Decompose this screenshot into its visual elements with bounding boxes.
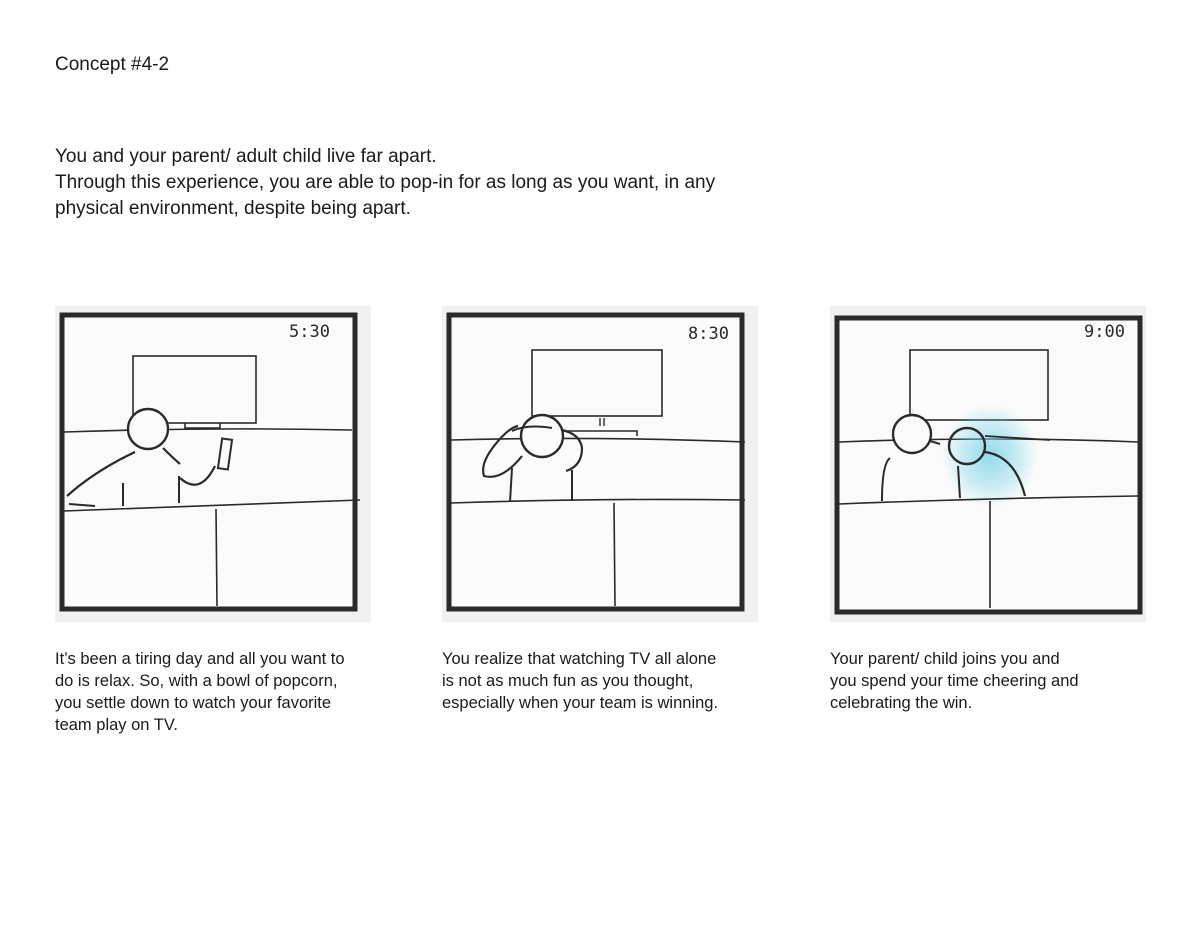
storyboard-panel-2 [442, 306, 758, 622]
caption-line: You realize that watching TV all alone [442, 650, 717, 668]
panel-2-sketch [442, 306, 758, 622]
panel-2-caption [442, 648, 772, 714]
caption-line: do is relax. So, with a bowl of popcorn, [55, 672, 338, 690]
panel-border [449, 315, 742, 609]
intro-line: physical environment, despite being apart. [55, 198, 411, 219]
intro-line: Through this experience, you are able to pop-in for as long as you want, in any [55, 172, 716, 193]
panel-1-sketch [55, 306, 371, 622]
clock-time: 9:00 [1084, 322, 1125, 342]
panel-3-caption [830, 648, 1160, 714]
person-sketch [893, 415, 931, 453]
panel-1-caption [55, 648, 385, 736]
intro-line: You and your parent/ adult child live far apart. [55, 146, 437, 167]
caption-line: celebrating the win. [830, 694, 973, 712]
caption-line: especially when your team is winning. [442, 694, 719, 712]
caption-line: It’s been a tiring day and all you want to [55, 650, 345, 668]
caption-line: team play on TV. [55, 716, 178, 734]
storyboard-panel-3 [830, 306, 1146, 622]
person-sketch [521, 415, 563, 457]
panel-border [62, 315, 355, 609]
person-sketch [128, 409, 168, 449]
panel-3-sketch [830, 306, 1146, 622]
caption-line: you settle down to watch your favorite [55, 694, 332, 712]
caption-line: Your parent/ child joins you and [830, 650, 1060, 668]
caption-line: is not as much fun as you thought, [442, 672, 694, 690]
clock-time: 5:30 [289, 322, 330, 342]
intro-text [55, 144, 815, 222]
caption-line: you spend your time cheering and [830, 672, 1079, 690]
concept-title: Concept #4-2 [55, 54, 170, 75]
clock-time: 8:30 [688, 324, 729, 344]
storyboard-panel-1 [55, 306, 371, 622]
